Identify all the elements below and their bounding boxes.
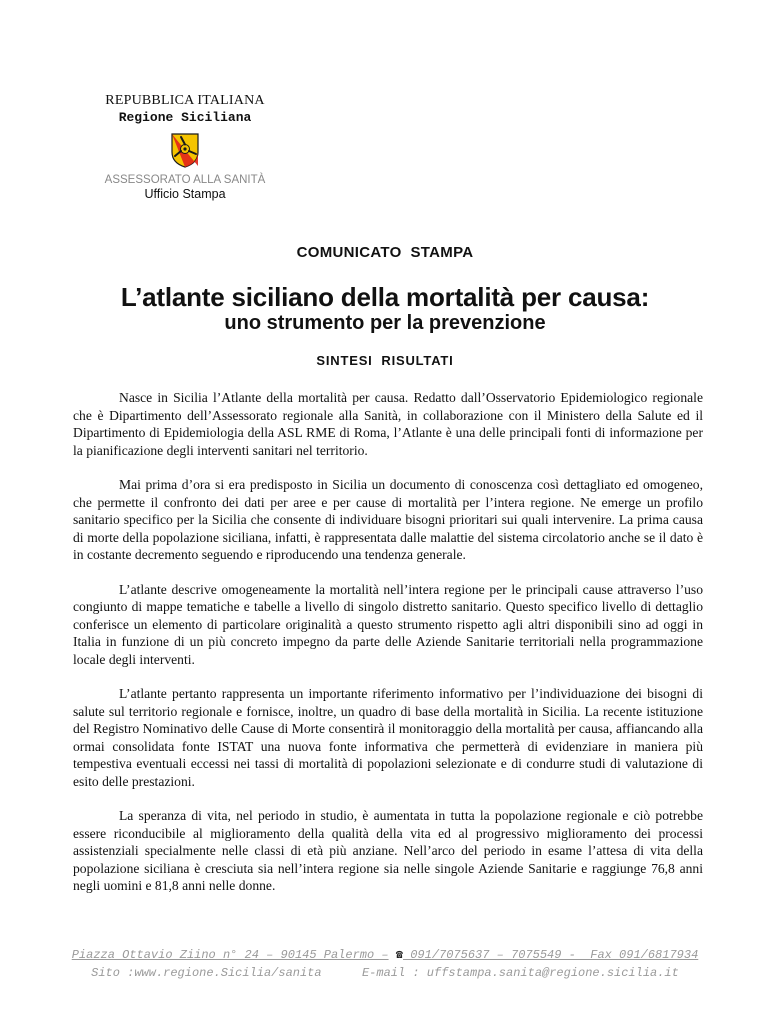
footer-site: Sito :www.regione.Sicilia/sanita <box>91 966 322 980</box>
paragraph: Mai prima d’ora si era predisposto in Sicilia un documento di conoscenza così dettagliato ed omogeneo, che permette il confronto dei dati per aree e per cause di mortalità per l’intera regione. Ne emerge un profilo sanitario specifico per la Sicilia che consente di individuare bisogni prioritari sui quali intervenire. La prima causa di morte della popolazione siciliana, infatti, è rappresentata dalle malattie del sistema circolatorio anche se il dato è in costante decremento seguendo e riproducendo una tendenza generale. <box>73 477 703 562</box>
section-heading: SINTESI RISULTATI <box>316 353 454 368</box>
trinacria-emblem-icon <box>170 132 200 168</box>
footer-phone: 091/7075637 – 7075549 - Fax 091/6817934 <box>403 948 699 962</box>
office-name: Ufficio Stampa <box>144 187 226 201</box>
paragraph: L’atlante descrive omogeneamente la mortalità nell’intera regione per le principali cause attraverso l’uso congiunto di mappe tematiche e tabelle a livello di singolo distretto sanitario. Questo specifico livello di dettaglio conferisce un elemento di particolare originalità a questo strumento rispetto agli altri disponibili sino ad oggi in Italia in funzione di un più concreto impegno da parte delle Aziende Sanitarie territoriali nella programmazione locale degli interventi. <box>73 581 703 667</box>
letterhead <box>80 93 290 201</box>
page-subtitle: uno strumento per la prevenzione <box>224 312 546 334</box>
footer-web-line <box>0 964 770 982</box>
region-heading: Regione Siciliana <box>118 110 252 125</box>
footer <box>0 946 770 982</box>
paragraph: L’atlante pertanto rappresenta un importante riferimento informativo per l’individuazione dei bisogni di salute sul territorio regionale e fornisce, inoltre, un quadro di base della mortalità in Sicilia. La recente istituzione del Registro Nominativo delle Cause di Morte consentirà il monitoraggio della mortalità per causa, affiancando alla ormai consolidata fonte ISTAT una nuova fonte informativa che permetterà di evidenziare in maniera più tempestiva eventuali eccessi nei tassi di mortalità di popolazioni selezionate e di condurre studi di valutazione di esito delle prestazioni. <box>73 686 703 789</box>
page-title: L’atlante siciliano della mortalità per causa: <box>120 282 650 312</box>
republic-heading: REPUBBLICA ITALIANA <box>105 93 265 108</box>
paragraph: Nasce in Sicilia l’Atlante della mortalità per causa. Redatto dall’Osservatorio Epidemiologico regionale che è Dipartimento dell’Assessorato regionale alla Sanità, in collaborazione con il Ministero della Salute ed il Dipartimento di Epidemiologia della ASL RME di Roma, l’Atlante è una delle principali fonti di informazione per la pianificazione degli interventi sanitari nel territorio. <box>73 390 703 458</box>
footer-contact-line <box>0 946 770 964</box>
footer-email: E-mail : uffstampa.sanita@regione.sicilia.it <box>361 966 679 980</box>
footer-address: Piazza Ottavio Ziino n° 24 – 90145 Palermo – <box>71 948 389 962</box>
paragraph: La speranza di vita, nel periodo in studio, è aumentata in tutta la popolazione regionale e ciò potrebbe essere riconducibile al miglioramento della qualità della vita ed al progressivo miglioramento dei processi assistenziali specialmente nelle classi di età più anziane. Nell’arco del periodo in esame l’attesa di vita della popolazione siciliana è cresciuta sia nell’intera regione sia nelle singole Aziende Sanitarie e raggiunge 76,8 anni negli uomini e 81,8 anni nelle donne. <box>73 808 703 893</box>
body-text <box>73 389 703 912</box>
department-name: ASSESSORATO ALLA SANITÀ <box>104 174 266 186</box>
document-label: COMUNICATO STAMPA <box>296 244 474 261</box>
telephone-icon: ☎ <box>395 948 404 962</box>
